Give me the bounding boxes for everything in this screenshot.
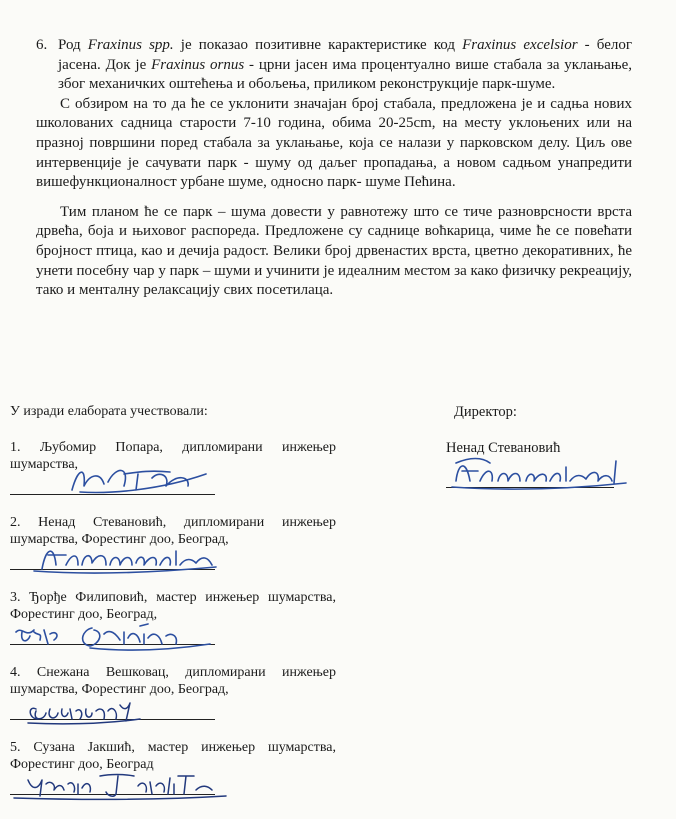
director-title: Директор: <box>454 404 517 420</box>
text-segment: - белог јасена. Док је <box>58 37 632 73</box>
list-item-text <box>58 36 632 95</box>
list-item-6 <box>36 36 632 95</box>
signature-line <box>10 474 215 495</box>
signature-line <box>10 624 215 645</box>
contributor-3 <box>10 589 336 645</box>
handwritten-signature <box>20 610 220 650</box>
handwritten-signature <box>450 453 630 493</box>
signature-line <box>10 699 215 720</box>
paragraph-balance: Тим планом ће се парк – шума довести у равнотежу што се тиче разноврсности врста дрвећа, боја и њиховог распореда. Предложене су саднице воћкарица, чиме ће се повећати бројност птица, као и дечија радост. Велики број дрвенастих врста, цветно декоративних, ће унети посебну чар у парк – шуми и учинити је идеалним местом за како физичку рекреацију, тако и менталну релаксацију свих посетилаца. <box>36 203 632 299</box>
director-name: Ненад Стевановић <box>446 440 561 456</box>
signature-line <box>10 774 215 795</box>
contributor-text: 2. Ненад Стевановић, дипломирани инжењер шумарства, Форестинг доо, Београд, <box>10 514 336 547</box>
contributor-1 <box>10 439 336 495</box>
signature-line <box>10 549 215 570</box>
handwritten-signature <box>20 460 210 500</box>
handwritten-signature <box>20 685 220 725</box>
document-body <box>36 36 632 301</box>
handwritten-signature <box>20 535 220 575</box>
contributor-text: 1. Љубомир Попара, дипломирани инжењер шумарства, <box>10 439 336 472</box>
text-segment: Род <box>58 37 88 53</box>
contributor-2 <box>10 514 336 570</box>
handwritten-signature <box>20 760 240 800</box>
contributor-5 <box>10 739 336 795</box>
species-name: Fraxinus excelsior <box>462 37 578 53</box>
contributor-text: 5. Сузана Јакшић, мастер инжењер шумарства, Форестинг доо, Београд <box>10 739 336 772</box>
species-name: Fraxinus ornus <box>151 56 245 73</box>
contributor-4 <box>10 664 336 720</box>
contributor-text: 3. Ђорђе Филиповић, мастер инжењер шумарства, Форестинг доо, Београд, <box>10 589 336 622</box>
contributors-section <box>10 403 336 814</box>
director-signature-line <box>446 459 614 488</box>
director-section <box>446 403 646 488</box>
species-name: Fraxinus spp. <box>87 37 174 53</box>
contributor-text: 4. Снежана Вешковац, дипломирани инжењер шумарства, Форестинг доо, Београд, <box>10 664 336 697</box>
paragraph-planting: С обзиром на то да ће се уклонити значајан број стабала, предложена је и садња нових школованих садница старости 7-10 година, обима 20-25cm, на месту уклоњених или на празној површини поред стабала за уклањање, која се налази у парковском делу. Циљ ове интервенције је сачувати парк - шуму од даљег пропадања, а новом садњом унапредити вишефункционалност урбане шуме, односно парк- шуме Пећина. <box>36 95 632 191</box>
contributors-heading: У изради елабората учествовали: <box>10 404 208 419</box>
list-item-number: 6. <box>36 37 48 53</box>
text-segment: - црни јасен има процентуално више стабала за уклањање, због механичких оштећења и обољења, приликом реконструкције парк-шуме. <box>58 56 632 93</box>
text-segment: је показао позитивне карактеристике код <box>173 37 463 53</box>
